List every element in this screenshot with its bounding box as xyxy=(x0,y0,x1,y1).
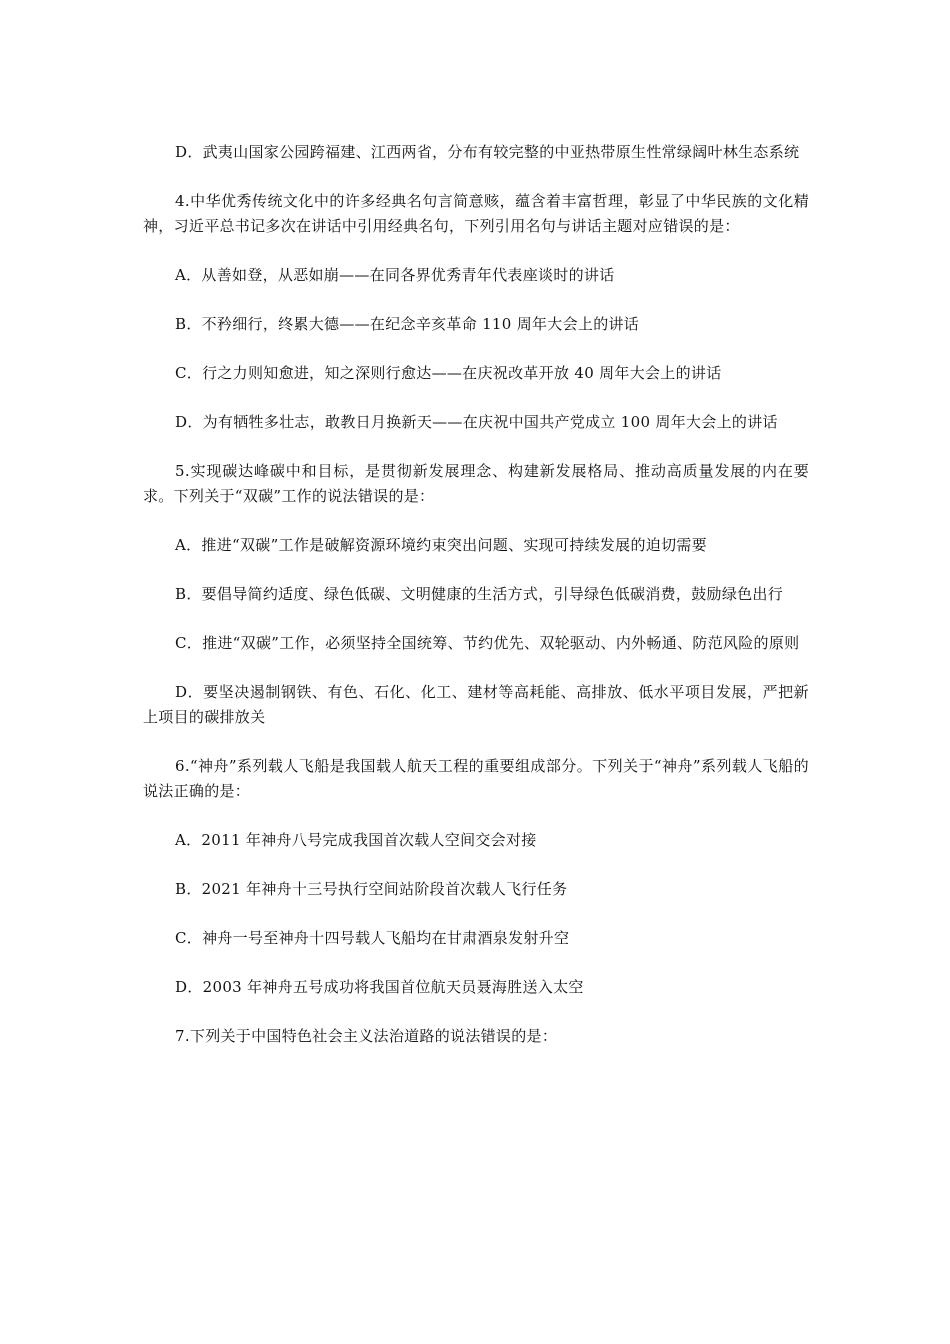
option-d-q3: D．武夷山国家公园跨福建、江西两省，分布有较完整的中亚热带原生性常绿阔叶林生态系统 xyxy=(175,143,800,161)
document-body xyxy=(143,140,809,1073)
question-4: 4.中华优秀传统文化中的许多经典名句言简意赅，蕴含着丰富哲理，彰显了中华民族的文化精神，习近平总书记多次在讲话中引用经典名句，下列引用名句与讲话主题对应错误的是： xyxy=(143,192,809,235)
option-c-q6: C．神舟一号至神舟十四号载人飞船均在甘肃酒泉发射升空 xyxy=(175,929,570,947)
option-a-q4: A．从善如登，从恶如崩——在同各界优秀青年代表座谈时的讲话 xyxy=(175,266,615,284)
option-b-q4: B．不矜细行，终累大德——在纪念辛亥革命 110 周年大会上的讲话 xyxy=(175,315,640,333)
option-d-q4: D．为有牺牲多壮志，敢教日月换新天——在庆祝中国共产党成立 100 周年大会上的讲话 xyxy=(175,413,778,431)
option-c-q4: C．行之力则知愈进，知之深则行愈达——在庆祝改革开放 40 周年大会上的讲话 xyxy=(175,364,722,382)
option-a-q5: A．推进“双碳”工作是破解资源环境约束突出问题、实现可持续发展的迫切需要 xyxy=(175,536,707,554)
option-d-q5: D．要坚决遏制钢铁、有色、石化、化工、建材等高耗能、高排放、低水平项目发展，严把新上项目的碳排放关 xyxy=(143,683,809,726)
option-d-q6: D．2003 年神舟五号成功将我国首位航天员聂海胜送入太空 xyxy=(175,978,584,996)
option-a-q6: A．2011 年神舟八号完成我国首次载人空间交会对接 xyxy=(175,831,537,849)
option-c-q5: C．推进“双碳”工作，必须坚持全国统筹、节约优先、双轮驱动、内外畅通、防范风险的原则 xyxy=(175,634,800,652)
option-b-q6: B．2021 年神舟十三号执行空间站阶段首次载人飞行任务 xyxy=(175,880,568,898)
question-7: 7.下列关于中国特色社会主义法治道路的说法错误的是： xyxy=(175,1027,558,1045)
question-6: 6.“神舟”系列载人飞船是我国载人航天工程的重要组成部分。下列关于“神舟”系列载人飞船的说法正确的是： xyxy=(143,757,809,800)
option-b-q5: B．要倡导简约适度、绿色低碳、文明健康的生活方式，引导绿色低碳消费，鼓励绿色出行 xyxy=(175,585,784,603)
question-5: 5.实现碳达峰碳中和目标，是贯彻新发展理念、构建新发展格局、推动高质量发展的内在要求。下列关于“双碳”工作的说法错误的是： xyxy=(143,462,809,505)
